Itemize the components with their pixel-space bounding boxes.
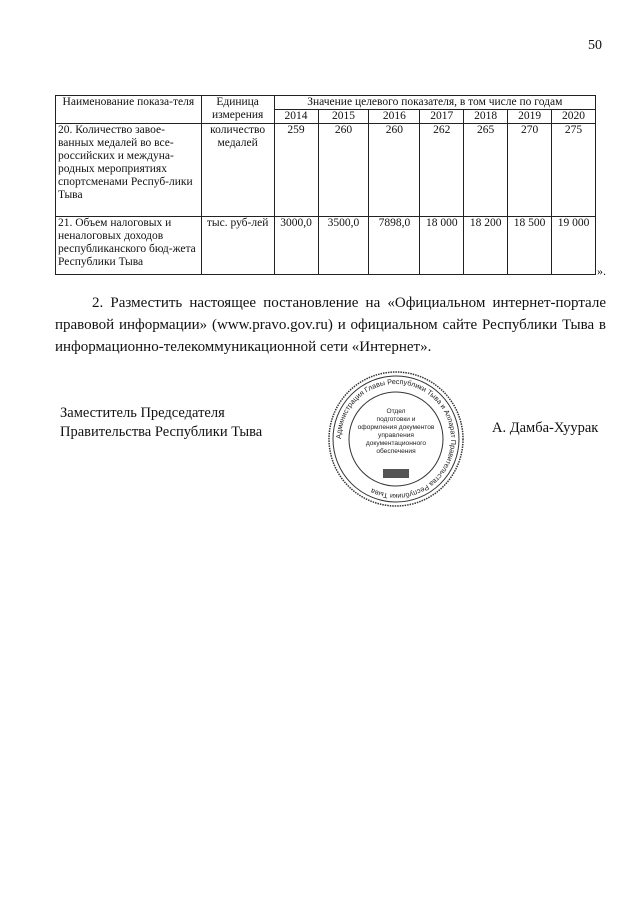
header-year: 2014	[274, 110, 318, 124]
row-name: 20. Количество завое-ванных медалей во все-российских и междуна-родных мероприятиях спортсменами Респуб-лики Тыва	[56, 124, 202, 217]
row-value: 19 000	[552, 217, 596, 275]
signer-title-line: Правительства Республики Тыва	[60, 424, 263, 440]
row-value: 259	[274, 124, 318, 217]
stamp-center-line: документационного	[365, 440, 427, 447]
stamp-emblem-icon	[383, 469, 409, 478]
page-number: 50	[588, 38, 602, 53]
official-stamp	[326, 369, 466, 509]
signer-title	[60, 404, 262, 442]
row-unit: количество медалей	[201, 124, 274, 217]
row-value: 265	[464, 124, 508, 217]
row-value: 18 500	[508, 217, 552, 275]
header-value-group: Значение целевого показателя, в том числе по годам	[274, 96, 595, 110]
row-name: 21. Объем налоговых и неналоговых доходов республиканского бюд-жета Республики Тыва	[56, 217, 202, 275]
table-row	[56, 124, 596, 217]
header-year: 2016	[369, 110, 420, 124]
table-row	[56, 217, 596, 275]
row-value: 3000,0	[274, 217, 318, 275]
header-name: Наименование показа-теля	[56, 96, 202, 124]
header-unit: Единица измерения	[201, 96, 274, 124]
stamp-center-line: управления	[378, 432, 414, 439]
row-value: 260	[369, 124, 420, 217]
header-year: 2017	[420, 110, 464, 124]
stamp-center-line: оформления документов	[357, 424, 435, 431]
header-year: 2018	[464, 110, 508, 124]
signer-name: А. Дамба-Хуурак	[492, 420, 599, 436]
row-value: 260	[318, 124, 369, 217]
paragraph-text: 2. Разместить настоящее постановление на «Официальном интернет-портале правовой информации» (www.pravo.gov.ru) и официальном сайте Республики Тыва в информационно-телекоммуникационной сети «Интернет».	[55, 295, 606, 355]
header-year: 2020	[552, 110, 596, 124]
row-value: 262	[420, 124, 464, 217]
stamp-ring-text: Администрация Главы Республики Тыва и Аппарат Правительства Республики Тыва	[333, 376, 459, 502]
resolution-paragraph	[55, 292, 606, 358]
indicators-table	[55, 95, 596, 275]
row-value: 18 000	[420, 217, 464, 275]
row-value: 7898,0	[369, 217, 420, 275]
header-year: 2019	[508, 110, 552, 124]
header-year: 2015	[318, 110, 369, 124]
row-value: 18 200	[464, 217, 508, 275]
stamp-center-line: подготовки и	[376, 416, 416, 423]
row-unit: тыс. руб-лей	[201, 217, 274, 275]
row-value: 275	[552, 124, 596, 217]
stamp-center-line: Отдел	[386, 408, 406, 415]
signer-title-line: Заместитель Председателя	[60, 405, 225, 421]
stamp-center-line: обеспечения	[376, 448, 416, 455]
row-value: 3500,0	[318, 217, 369, 275]
closing-quote: ».	[597, 264, 606, 278]
row-value: 270	[508, 124, 552, 217]
